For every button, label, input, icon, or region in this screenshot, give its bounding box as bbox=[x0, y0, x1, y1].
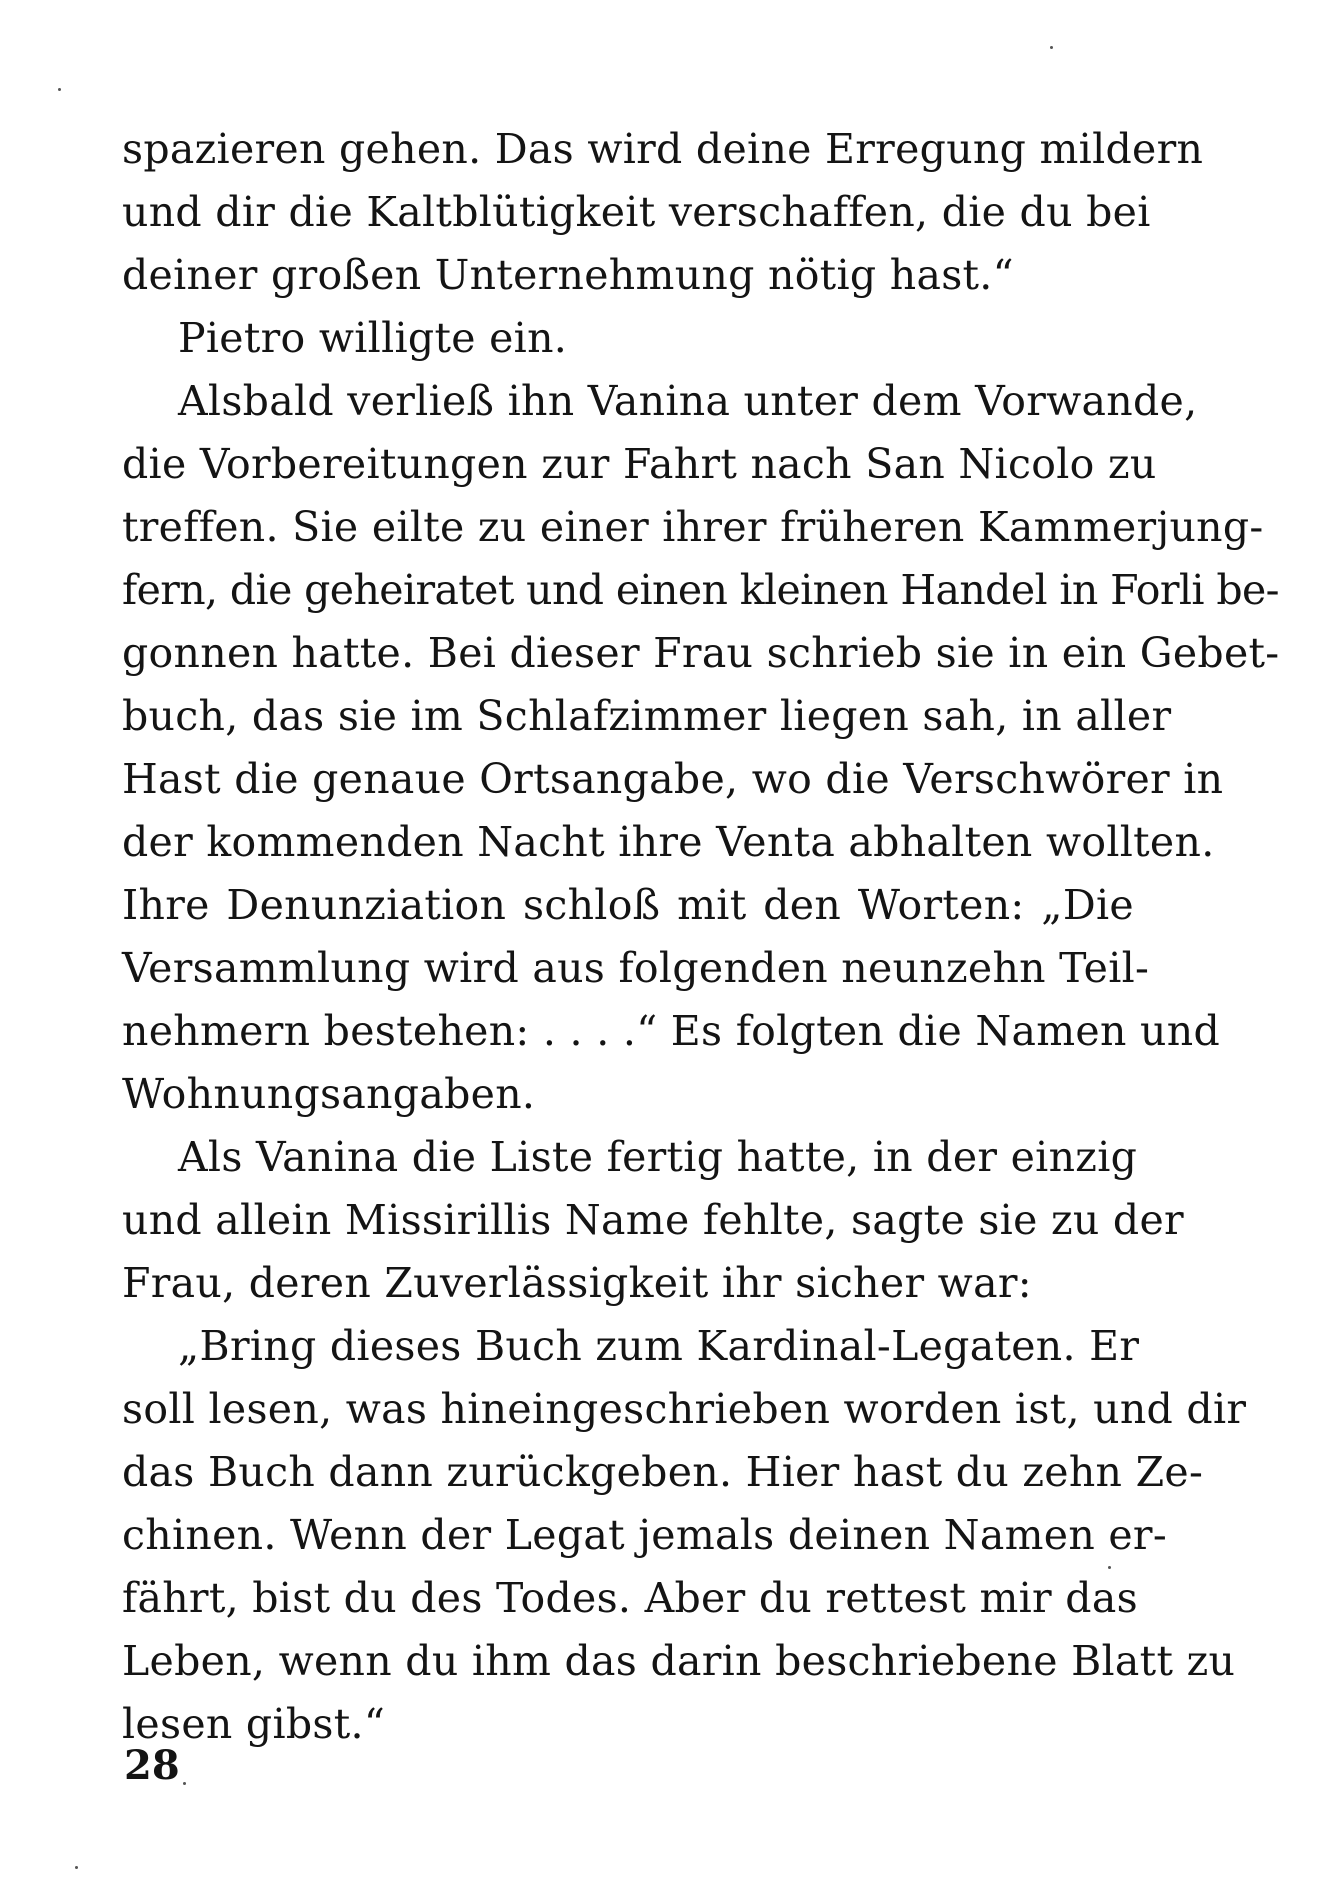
text-line: Versammlung wird aus folgenden neunzehn Teil- bbox=[122, 944, 1150, 992]
print-speck bbox=[75, 1866, 78, 1869]
text-line: fährt, bist du des Todes. Aber du rettest mir das bbox=[122, 1574, 1138, 1622]
text-line: und dir die Kaltblütigkeit verschaffen, die du bei bbox=[122, 188, 1151, 236]
text-line: nehmern bestehen: . . . .“ Es folgten die Namen und bbox=[122, 1007, 1220, 1055]
text-line: spazieren gehen. Das wird deine Erregung mildern bbox=[122, 125, 1204, 173]
text-line: Frau, deren Zuverlässigkeit ihr sicher war: bbox=[122, 1259, 1032, 1307]
text-line: „Bring dieses Buch zum Kardinal-Legaten. Er bbox=[178, 1322, 1140, 1370]
text-line: buch, das sie im Schlafzimmer liegen sah, in aller bbox=[122, 692, 1172, 740]
text-line: das Buch dann zurückgeben. Hier hast du zehn Ze- bbox=[122, 1448, 1204, 1496]
print-speck bbox=[58, 88, 61, 91]
text-line: Alsbald verließ ihn Vanina unter dem Vorwande, bbox=[178, 377, 1198, 425]
text-line: deiner großen Unternehmung nötig hast.“ bbox=[122, 251, 1014, 299]
text-line: der kommenden Nacht ihre Venta abhalten wollten. bbox=[122, 818, 1215, 866]
text-line: lesen gibst.“ bbox=[122, 1700, 386, 1748]
page-number: 28 bbox=[124, 1742, 180, 1789]
text-line: Pietro willigte ein. bbox=[178, 314, 568, 362]
print-speck bbox=[1108, 1566, 1111, 1569]
text-line: Als Vanina die Liste fertig hatte, in der einzig bbox=[178, 1133, 1138, 1181]
text-line: Wohnungsangaben. bbox=[122, 1070, 536, 1118]
text-line: Hast die genaue Ortsangabe, wo die Verschwörer in bbox=[122, 755, 1224, 803]
text-line: fern, die geheiratet und einen kleinen Handel in Forli be- bbox=[122, 566, 1279, 614]
text-line: und allein Missirillis Name fehlte, sagte sie zu der bbox=[122, 1196, 1184, 1244]
text-line: die Vorbereitungen zur Fahrt nach San Nicolo zu bbox=[122, 440, 1157, 488]
text-line: soll lesen, was hineingeschrieben worden ist, und dir bbox=[122, 1385, 1247, 1433]
body-text bbox=[122, 118, 1280, 1756]
text-line: Ihre Denunziation schloß mit den Worten: „Die bbox=[122, 881, 1134, 929]
text-line: Leben, wenn du ihm das darin beschriebene Blatt zu bbox=[122, 1637, 1236, 1685]
print-speck bbox=[1050, 46, 1053, 49]
text-line: chinen. Wenn der Legat jemals deinen Namen er- bbox=[122, 1511, 1167, 1559]
text-line: gonnen hatte. Bei dieser Frau schrieb sie in ein Gebet- bbox=[122, 629, 1280, 677]
print-speck bbox=[183, 1782, 186, 1785]
text-line: treffen. Sie eilte zu einer ihrer früheren Kammerjung- bbox=[122, 503, 1264, 551]
